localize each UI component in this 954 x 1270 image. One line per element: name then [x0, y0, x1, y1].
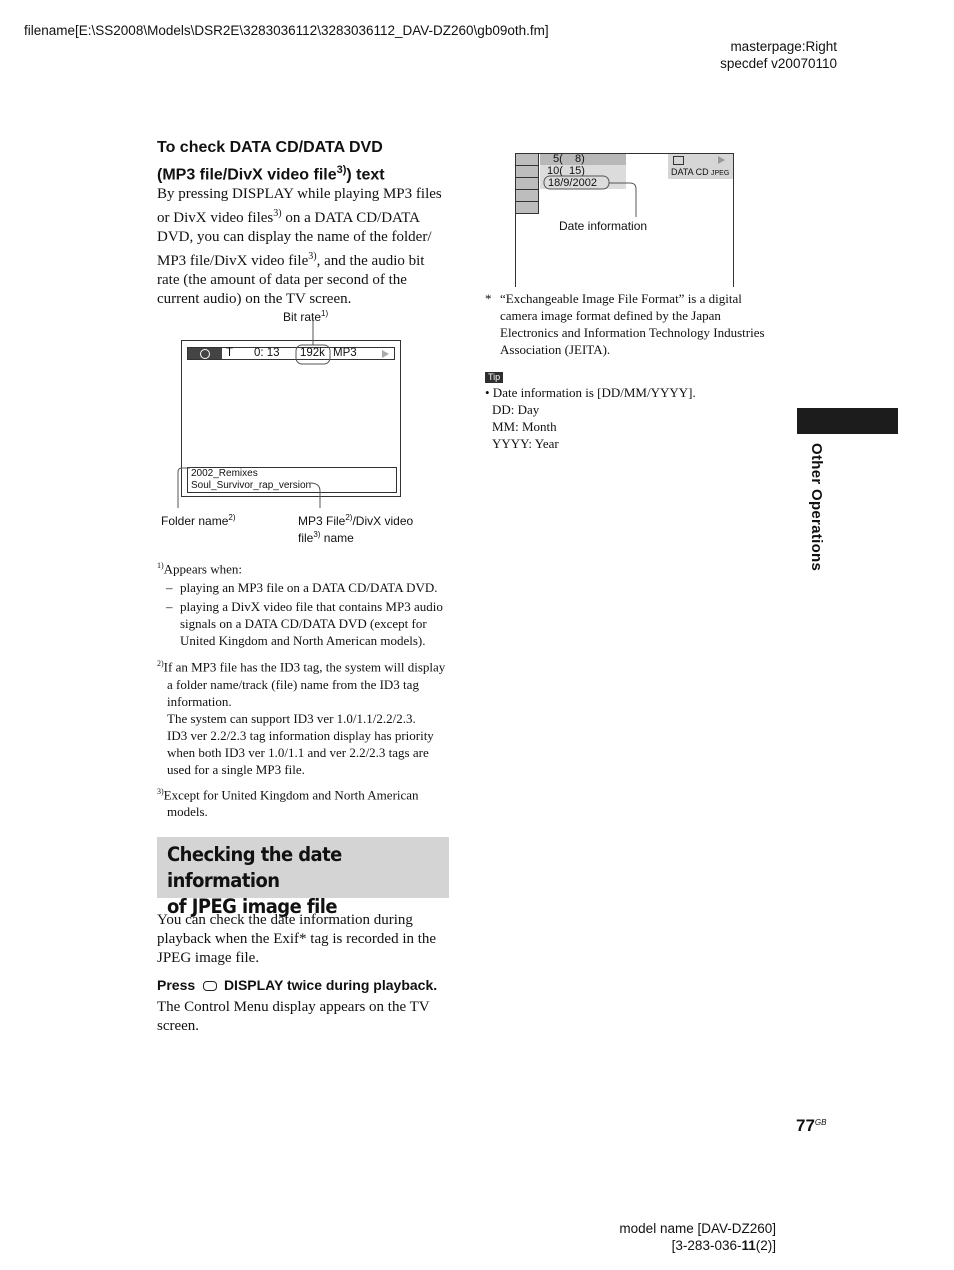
exif-asterisk: *	[485, 291, 492, 306]
fn1-item: – playing a DivX video file that contains MP3 audio signals on a DATA CD/DATA DVD (except for United Kingdom and North American models).	[157, 598, 457, 649]
fn2-line: a folder name/track (file) name from the ID3 tag	[167, 676, 419, 692]
tip-line: YYYY: Year	[492, 436, 559, 451]
footer-model: model name [DAV-DZ260]	[619, 1221, 776, 1236]
mp3-seg: /DivX video	[352, 514, 414, 528]
footnote-2	[157, 655, 457, 777]
section2-result	[157, 998, 457, 1036]
fn2-line: information.	[167, 693, 232, 709]
control-menu-icons	[516, 154, 539, 214]
footer-code	[619, 1237, 776, 1254]
section1-title-line1: To check DATA CD/DATA DVD	[157, 139, 383, 156]
folder-count: 10( 15)	[547, 165, 585, 177]
fn2-line: ID3 ver 2.2/2.3 tag information display has priority	[167, 727, 434, 743]
masterpage-label: masterpage:Right	[730, 39, 837, 54]
header-filename: filename[E:\SS2008\Models\DSR2E\3283036112\3283036112_DAV-DZ260\gb09oth.fm]	[24, 23, 549, 38]
fn1-mark: 1)	[157, 561, 164, 570]
result-line: screen.	[157, 1018, 200, 1034]
section2-body	[157, 911, 457, 968]
title-pre: (MP3 file/DivX video file	[157, 166, 337, 184]
body-line: By pressing DISPLAY while playing MP3 files	[157, 186, 442, 202]
mp3-sup: 3)	[313, 530, 321, 539]
fn2-line: If an MP3 file has the ID3 tag, the system will display	[163, 659, 446, 675]
section2-heading-line1: Checking the date information	[167, 843, 342, 892]
fn3-line: models.	[167, 803, 208, 819]
fn3-mark: 3)	[157, 786, 164, 796]
footnote-3	[157, 783, 457, 820]
date-info-label: Date information	[559, 219, 648, 233]
exif-line: “Exchangeable Image File Format” is a digital	[500, 291, 742, 306]
page-number	[796, 1116, 826, 1136]
body-line: DVD, you can display the name of the folder/	[157, 229, 432, 245]
fn2-mark: 2)	[157, 659, 164, 669]
tip-line: MM: Month	[492, 419, 557, 434]
body-line: rate (the amount of data per second of the	[157, 272, 407, 288]
track-label: T	[226, 347, 234, 359]
page-suffix: GB	[814, 1118, 827, 1127]
exif-line: camera image format defined by the Japan	[500, 308, 721, 323]
side-tab-marker	[797, 408, 898, 434]
file-type: JPEG	[711, 170, 730, 177]
fn1-item: – playing an MP3 file on a DATA CD/DATA DVD.	[166, 580, 438, 596]
exif-line: Electronics and Information Technology Industries	[500, 325, 765, 340]
bitrate-sup: 1)	[321, 309, 329, 318]
fn2-line: when both ID3 ver 1.0/1.1 and ver 2.2/2.3 tags are	[167, 744, 429, 760]
tip-line: • Date information is [DD/MM/YYYY].	[485, 385, 696, 400]
folder-name-label	[161, 511, 236, 528]
specdef-label: specdef v20070110	[720, 56, 837, 71]
footer	[619, 1220, 776, 1254]
side-tab-label: Other Operations	[808, 443, 825, 572]
tip-badge: Tip	[485, 372, 503, 383]
body-line	[157, 247, 457, 271]
exif-line: Association (JEITA).	[500, 342, 611, 357]
page-number-value: 77	[796, 1116, 815, 1135]
section1-title-line2	[157, 159, 457, 186]
body-seg: , and the audio bit	[316, 253, 425, 269]
playback-time: 0: 13	[254, 347, 280, 359]
bitrate-value: 192k	[300, 347, 325, 359]
result-line: The Control Menu display appears on the TV	[157, 999, 430, 1015]
body-line: You can check the date information during	[157, 912, 413, 928]
body-line: JPEG image file.	[157, 950, 260, 966]
media-type: DATA CD	[671, 167, 709, 177]
file-name-text: Soul_Survivor_rap_version	[191, 480, 312, 491]
mp3-label-line1	[298, 511, 448, 528]
section1-body	[157, 185, 457, 309]
fn1-item-text: playing a DivX video file that contains MP3 audio	[180, 599, 443, 615]
code-bold: 11	[741, 1238, 756, 1253]
step-instruction: DISPLAY twice during playback.	[223, 977, 438, 993]
sup-3: 3)	[308, 251, 317, 262]
body-line: playback when the Exif* tag is recorded in the	[157, 931, 437, 947]
section2-heading	[167, 842, 452, 920]
bitrate-label-text: Bit rate	[283, 310, 322, 324]
title-post: ) text	[346, 166, 385, 184]
exif-note	[485, 290, 785, 358]
footnotes	[157, 557, 457, 820]
figure1-callouts	[150, 315, 350, 515]
mp3-label-line2	[298, 528, 448, 545]
body-line: current audio) on the TV screen.	[157, 291, 352, 307]
tip-line: DD: Day	[492, 402, 540, 417]
fn1-text: Appears when:	[163, 561, 243, 577]
fn2-line: used for a single MP3 file.	[167, 761, 305, 777]
footnote-1	[157, 557, 457, 577]
header-masterpage	[720, 38, 837, 72]
folder-name-text: 2002_Remixes	[191, 468, 258, 479]
step-press: Press	[157, 977, 196, 993]
section2-step	[157, 977, 437, 994]
display-button-icon	[203, 981, 217, 991]
fn1-item-text: United Kingdom and North American models).	[180, 633, 426, 649]
play-icon	[382, 350, 389, 358]
body-seg: on a DATA CD/DATA	[281, 210, 421, 226]
folder-sup: 2)	[228, 513, 236, 522]
tip-body	[485, 384, 785, 452]
code-post: (2)]	[755, 1238, 776, 1253]
folder-label-text: Folder name	[161, 514, 229, 528]
fn1-item-text: signals on a DATA CD/DATA DVD (except for	[180, 616, 427, 632]
fn3-line: Except for United Kingdom and North American	[163, 786, 419, 802]
section2-heading-line2: of JPEG image file	[167, 895, 337, 918]
sup-3: 3)	[273, 208, 282, 219]
mp3-sup: 2)	[345, 513, 353, 522]
file-count: 5( 8)	[553, 153, 585, 165]
body-seg: MP3 file/DivX video file	[157, 253, 309, 269]
body-line	[157, 204, 457, 228]
title-sup: 3)	[336, 164, 347, 176]
format-value: MP3	[333, 347, 357, 359]
fn1-item-text: playing an MP3 file on a DATA CD/DATA DVD.	[180, 580, 438, 596]
figure2-callout	[540, 172, 650, 222]
body-seg: or DivX video files	[157, 210, 274, 226]
media-info-box	[668, 154, 733, 179]
mp3-seg: MP3 File	[298, 514, 346, 528]
date-value: 18/9/2002	[548, 177, 597, 189]
slideshow-icon	[673, 156, 684, 165]
play-icon	[718, 156, 725, 164]
mp3-file-label	[298, 511, 448, 545]
mp3-seg: file	[298, 531, 314, 545]
mp3-seg: name	[320, 531, 354, 545]
section1-title	[157, 137, 457, 186]
code-pre: [3-283-036-	[671, 1238, 742, 1253]
fn2-line: The system can support ID3 ver 1.0/1.1/2.2/2.3.	[167, 710, 416, 726]
